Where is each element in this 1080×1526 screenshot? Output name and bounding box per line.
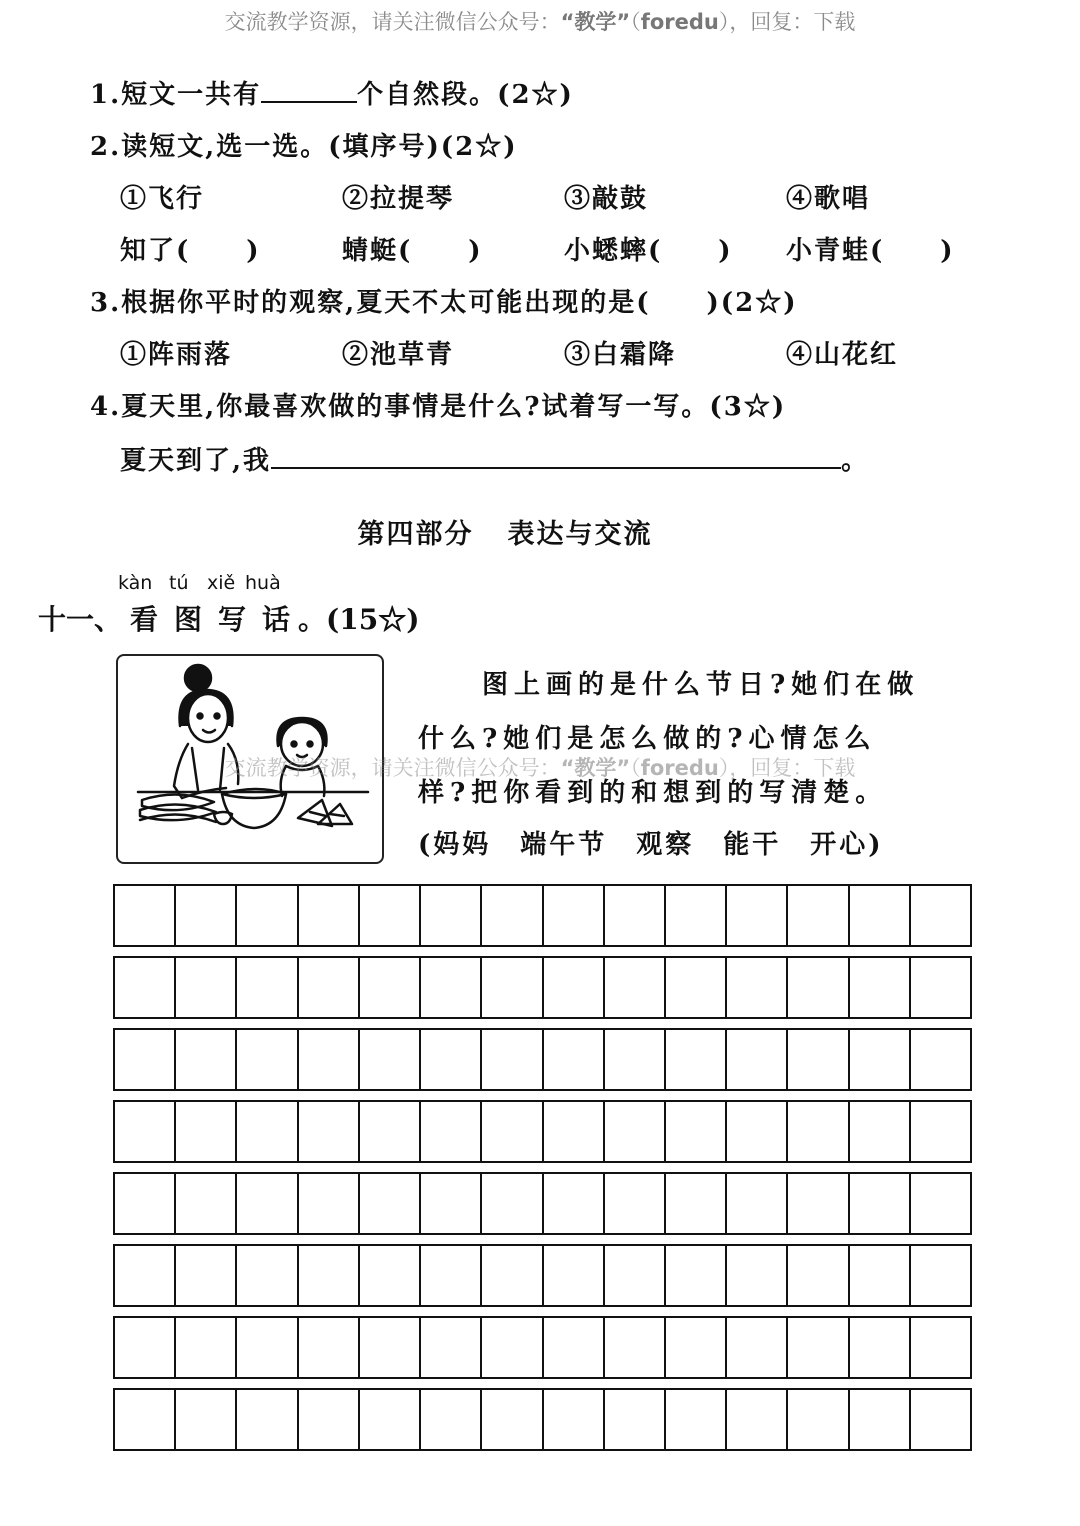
grid-cell[interactable] (237, 1174, 298, 1233)
grid-cell[interactable] (788, 1174, 849, 1233)
grid-cell[interactable] (482, 1174, 543, 1233)
grid-cell[interactable] (176, 1246, 237, 1305)
grid-cell[interactable] (421, 886, 482, 945)
grid-cell[interactable] (727, 1030, 788, 1089)
grid-cell[interactable] (911, 1102, 970, 1161)
grid-cell[interactable] (666, 1030, 727, 1089)
section-name: 表达与交流 (507, 519, 653, 550)
grid-cell[interactable] (911, 886, 970, 945)
grid-cell[interactable] (115, 1390, 176, 1449)
q11-prompt-line-2: 什么?她们是怎么做的?心情怎么 (418, 724, 877, 754)
watermark-suffix: ），回复：下载 (718, 10, 856, 34)
grid-cell[interactable] (666, 886, 727, 945)
grid-cell[interactable] (360, 958, 421, 1017)
grid-cell[interactable] (176, 1102, 237, 1161)
grid-cell[interactable] (544, 1030, 605, 1089)
watermark-middle (0, 752, 1080, 782)
grid-cell[interactable] (544, 958, 605, 1017)
pinyin-tu: tú (169, 572, 189, 594)
grid-cell[interactable] (360, 1030, 421, 1089)
watermark-handle: foredu (640, 10, 719, 34)
grid-row (113, 956, 972, 1019)
grid-row (113, 1316, 972, 1379)
grid-cell[interactable] (727, 958, 788, 1017)
watermark-top (0, 6, 1080, 36)
grid-cell[interactable] (911, 1246, 970, 1305)
watermark-suffix: ），回复：下载 (718, 756, 856, 780)
grid-cell[interactable] (788, 1102, 849, 1161)
grid-cell[interactable] (850, 1030, 911, 1089)
grid-cell[interactable] (544, 1246, 605, 1305)
grid-row (113, 1028, 972, 1091)
q3-option-2: ②池草青 (342, 340, 455, 370)
grid-cell[interactable] (237, 1102, 298, 1161)
grid-cell[interactable] (850, 886, 911, 945)
q2-answer-dragonfly[interactable]: 蜻蜓( ) (342, 236, 483, 266)
q11-prompt-line-1: 图上画的是什么节日?她们在做 (482, 670, 920, 700)
watermark-brand: “教学” (560, 10, 631, 34)
grid-cell[interactable] (299, 1102, 360, 1161)
grid-cell[interactable] (788, 958, 849, 1017)
watermark-brand: “教学” (560, 756, 631, 780)
grid-cell[interactable] (115, 958, 176, 1017)
grid-cell[interactable] (666, 1246, 727, 1305)
q2-answer-frog[interactable]: 小青蛙( ) (786, 236, 955, 266)
grid-cell[interactable] (788, 886, 849, 945)
pinyin-kan: kàn (118, 572, 153, 594)
grid-cell[interactable] (176, 958, 237, 1017)
grid-cell[interactable] (237, 958, 298, 1017)
grid-cell[interactable] (115, 1030, 176, 1089)
pinyin-xie: xiě (207, 572, 236, 594)
grid-cell[interactable] (788, 1246, 849, 1305)
watermark-prefix: 交流教学资源，请关注微信公众号： (224, 10, 561, 34)
grid-cell[interactable] (360, 1102, 421, 1161)
grid-cell[interactable] (176, 1030, 237, 1089)
grid-cell[interactable] (850, 1102, 911, 1161)
watermark-middle: （ (630, 10, 641, 34)
grid-cell[interactable] (911, 1030, 970, 1089)
grid-cell[interactable] (605, 1390, 666, 1449)
grid-cell[interactable] (237, 1246, 298, 1305)
grid-cell[interactable] (911, 1174, 970, 1233)
q11-keywords: (妈妈 端午节 观察 能干 开心) (418, 830, 884, 860)
q11-char-4: 话 (262, 603, 291, 636)
q2-answer-cicada[interactable]: 知了( ) (120, 236, 261, 266)
grid-cell[interactable] (237, 886, 298, 945)
question-2-prompt: 2.读短文,选一选。(填序号)(2☆) (90, 132, 518, 162)
grid-cell[interactable] (482, 1030, 543, 1089)
grid-cell[interactable] (666, 1174, 727, 1233)
grid-cell[interactable] (727, 1390, 788, 1449)
grid-cell[interactable] (544, 1318, 605, 1377)
grid-cell[interactable] (850, 1174, 911, 1233)
grid-cell[interactable] (666, 958, 727, 1017)
grid-cell[interactable] (360, 886, 421, 945)
grid-cell[interactable] (299, 1318, 360, 1377)
grid-row (113, 1244, 972, 1307)
grid-cell[interactable] (666, 1390, 727, 1449)
grid-cell[interactable] (237, 1318, 298, 1377)
grid-cell[interactable] (911, 958, 970, 1017)
q1-text-after: 个自然段。(2☆) (357, 80, 574, 110)
q2-option-2: ②拉提琴 (342, 184, 455, 214)
grid-cell[interactable] (421, 1030, 482, 1089)
grid-cell[interactable] (299, 886, 360, 945)
grid-cell[interactable] (850, 1390, 911, 1449)
grid-cell[interactable] (666, 1102, 727, 1161)
grid-cell[interactable] (299, 1390, 360, 1449)
q1-blank[interactable] (261, 79, 357, 103)
grid-cell[interactable] (544, 1390, 605, 1449)
grid-cell[interactable] (850, 1318, 911, 1377)
section-part: 第四部分 (357, 519, 474, 550)
q11-char-1: 看 (130, 603, 159, 636)
q4-answer-blank[interactable] (271, 445, 841, 469)
grid-cell[interactable] (727, 1246, 788, 1305)
grid-row (113, 1100, 972, 1163)
section-title (0, 512, 1010, 551)
grid-cell[interactable] (176, 886, 237, 945)
watermark-middle-text: （ (630, 756, 641, 780)
grid-cell[interactable] (360, 1318, 421, 1377)
grid-cell[interactable] (727, 1318, 788, 1377)
grid-cell[interactable] (421, 1390, 482, 1449)
grid-cell[interactable] (482, 958, 543, 1017)
grid-cell[interactable] (360, 1246, 421, 1305)
grid-cell[interactable] (115, 1246, 176, 1305)
grid-cell[interactable] (911, 1318, 970, 1377)
grid-cell[interactable] (482, 1102, 543, 1161)
grid-cell[interactable] (115, 1318, 176, 1377)
grid-cell[interactable] (421, 1246, 482, 1305)
grid-cell[interactable] (299, 1030, 360, 1089)
q4-end: 。 (841, 446, 870, 476)
grid-cell[interactable] (788, 1030, 849, 1089)
grid-cell[interactable] (544, 1102, 605, 1161)
question-1 (90, 74, 574, 111)
grid-cell[interactable] (482, 1246, 543, 1305)
grid-cell[interactable] (176, 1390, 237, 1449)
grid-cell[interactable] (299, 1174, 360, 1233)
grid-cell[interactable] (605, 886, 666, 945)
q2-option-3: ③敲鼓 (564, 184, 649, 214)
grid-cell[interactable] (237, 1390, 298, 1449)
grid-cell[interactable] (605, 1318, 666, 1377)
q3-option-3: ③白霜降 (564, 340, 677, 370)
grid-cell[interactable] (421, 958, 482, 1017)
q11-number: 十一、 (38, 603, 123, 636)
q2-option-1: ①飞行 (120, 184, 205, 214)
grid-cell[interactable] (727, 1102, 788, 1161)
grid-cell[interactable] (115, 1102, 176, 1161)
q3-option-4: ④山花红 (786, 340, 899, 370)
grid-cell[interactable] (727, 1174, 788, 1233)
grid-cell[interactable] (299, 958, 360, 1017)
grid-cell[interactable] (482, 1390, 543, 1449)
watermark-prefix: 交流教学资源，请关注微信公众号： (224, 756, 561, 780)
q4-lead: 夏天到了,我 (120, 446, 272, 476)
watermark-handle: foredu (640, 756, 719, 780)
q11-score: 。(15☆) (298, 603, 420, 636)
q1-text-before: 1.短文一共有 (90, 80, 262, 110)
grid-row (113, 884, 972, 947)
grid-cell[interactable] (850, 958, 911, 1017)
grid-cell[interactable] (666, 1318, 727, 1377)
writing-grid (113, 884, 972, 1451)
grid-row (113, 1172, 972, 1235)
grid-cell[interactable] (115, 886, 176, 945)
pinyin-hua: huà (245, 572, 281, 594)
grid-cell[interactable] (237, 1030, 298, 1089)
grid-cell[interactable] (544, 886, 605, 945)
grid-cell[interactable] (788, 1390, 849, 1449)
grid-cell[interactable] (605, 958, 666, 1017)
grid-cell[interactable] (605, 1246, 666, 1305)
grid-cell[interactable] (482, 1318, 543, 1377)
grid-cell[interactable] (482, 886, 543, 945)
grid-cell[interactable] (911, 1390, 970, 1449)
grid-cell[interactable] (605, 1030, 666, 1089)
grid-cell[interactable] (360, 1390, 421, 1449)
grid-cell[interactable] (421, 1102, 482, 1161)
q3-option-1: ①阵雨落 (120, 340, 233, 370)
grid-cell[interactable] (788, 1318, 849, 1377)
question-4-answer (120, 440, 869, 477)
grid-cell[interactable] (605, 1102, 666, 1161)
grid-cell[interactable] (605, 1174, 666, 1233)
question-11-title (38, 598, 419, 638)
q11-char-2: 图 (174, 603, 203, 636)
q2-answer-cricket[interactable]: 小蟋蟀( ) (564, 236, 733, 266)
grid-cell[interactable] (299, 1246, 360, 1305)
grid-cell[interactable] (176, 1174, 237, 1233)
grid-cell[interactable] (176, 1318, 237, 1377)
grid-cell[interactable] (544, 1174, 605, 1233)
question-4-prompt: 4.夏天里,你最喜欢做的事情是什么?试着写一写。(3☆) (90, 392, 787, 422)
q11-prompt-line-3: 样?把你看到的和想到的写清楚。 (418, 778, 888, 808)
grid-cell[interactable] (360, 1174, 421, 1233)
q2-option-4: ④歌唱 (786, 184, 871, 214)
question-3-prompt: 3.根据你平时的观察,夏天不太可能出现的是( )(2☆) (90, 288, 798, 318)
grid-cell[interactable] (727, 886, 788, 945)
q11-char-3: 写 (218, 603, 247, 636)
grid-cell[interactable] (421, 1174, 482, 1233)
grid-cell[interactable] (115, 1174, 176, 1233)
grid-row (113, 1388, 972, 1451)
grid-cell[interactable] (421, 1318, 482, 1377)
grid-cell[interactable] (850, 1246, 911, 1305)
